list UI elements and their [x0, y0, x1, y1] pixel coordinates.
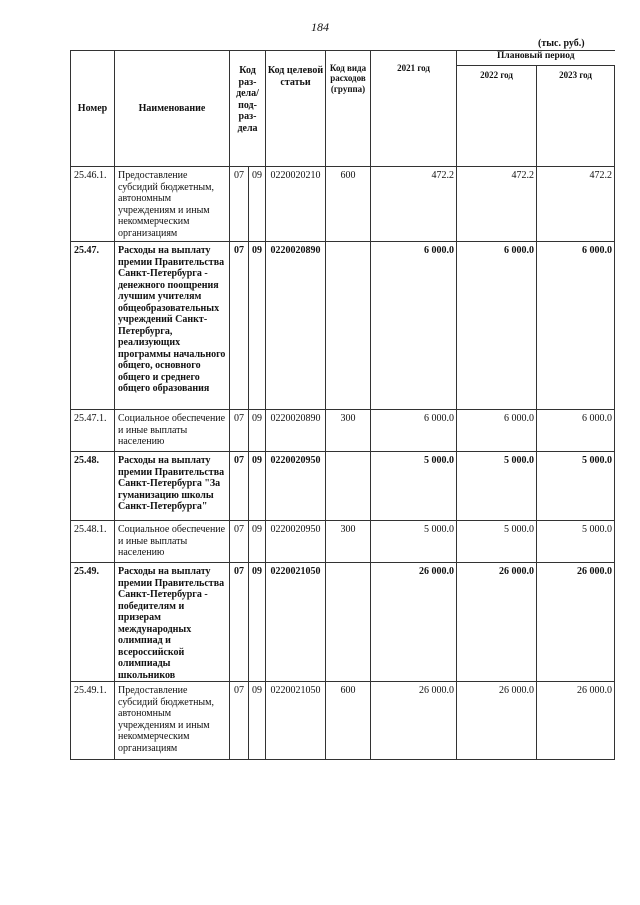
row-target-article: 0220021050	[266, 563, 326, 682]
row-section: 07	[230, 521, 249, 563]
row-expense-type: 300	[326, 410, 371, 452]
row-section: 07	[230, 682, 249, 760]
row-value-2023: 5 000.0	[537, 521, 615, 563]
row-value-2022: 6 000.0	[457, 242, 537, 410]
row-name: Предоставление субсидий бюджетным, автономным учреждениям и иным некоммерческим организациям	[115, 682, 230, 760]
table-row	[71, 167, 615, 242]
header-expense-type: Код вида расходов (группа)	[326, 51, 371, 167]
table-header	[71, 51, 615, 167]
row-value-2021: 26 000.0	[371, 563, 457, 682]
row-name: Предоставление субсидий бюджетным, автономным учреждениям и иным некоммерческим организациям	[115, 167, 230, 242]
row-expense-type	[326, 242, 371, 410]
row-value-2022: 26 000.0	[457, 682, 537, 760]
row-value-2023: 6 000.0	[537, 242, 615, 410]
row-section: 07	[230, 167, 249, 242]
row-name: Социальное обеспечение и иные выплаты населению	[115, 521, 230, 563]
row-section: 07	[230, 563, 249, 682]
row-number: 25.48.	[71, 452, 115, 521]
row-subsection: 09	[249, 521, 266, 563]
row-subsection: 09	[249, 452, 266, 521]
row-name: Социальное обеспечение и иные выплаты населению	[115, 410, 230, 452]
table-row	[71, 682, 615, 760]
row-value-2023: 6 000.0	[537, 410, 615, 452]
row-value-2023: 472.2	[537, 167, 615, 242]
row-value-2023: 26 000.0	[537, 682, 615, 760]
row-expense-type: 300	[326, 521, 371, 563]
row-value-2022: 5 000.0	[457, 521, 537, 563]
row-value-2021: 5 000.0	[371, 452, 457, 521]
row-target-article: 0220020950	[266, 452, 326, 521]
row-target-article: 0220020890	[266, 242, 326, 410]
header-number: Номер	[71, 51, 115, 167]
row-value-2021: 5 000.0	[371, 521, 457, 563]
row-value-2022: 472.2	[457, 167, 537, 242]
row-number: 25.49.1.	[71, 682, 115, 760]
header-year-2021: 2021 год	[371, 51, 457, 167]
row-subsection: 09	[249, 242, 266, 410]
header-plan-period: Плановый период	[457, 51, 615, 66]
row-number: 25.47.1.	[71, 410, 115, 452]
row-section: 07	[230, 242, 249, 410]
row-target-article: 0220020950	[266, 521, 326, 563]
row-subsection: 09	[249, 682, 266, 760]
row-section: 07	[230, 410, 249, 452]
row-value-2021: 26 000.0	[371, 682, 457, 760]
row-number: 25.48.1.	[71, 521, 115, 563]
row-number: 25.47.	[71, 242, 115, 410]
row-value-2021: 6 000.0	[371, 410, 457, 452]
row-value-2021: 472.2	[371, 167, 457, 242]
row-name: Расходы на выплату премии Правительства Санкт-Петербурга - победителям и призерам международных олимпиад и всероссийской олимпиады школьников	[115, 563, 230, 682]
row-value-2022: 5 000.0	[457, 452, 537, 521]
row-expense-type: 600	[326, 167, 371, 242]
row-target-article: 0220020890	[266, 410, 326, 452]
units-label: (тыс. руб.)	[538, 38, 585, 49]
table-body	[71, 167, 615, 761]
table-row	[71, 563, 615, 682]
row-expense-type: 600	[326, 682, 371, 760]
row-section: 07	[230, 452, 249, 521]
table-row	[71, 452, 615, 521]
row-expense-type	[326, 563, 371, 682]
row-value-2022: 6 000.0	[457, 410, 537, 452]
row-number: 25.46.1.	[71, 167, 115, 242]
row-subsection: 09	[249, 563, 266, 682]
row-target-article: 0220021050	[266, 682, 326, 760]
row-expense-type	[326, 452, 371, 521]
table-bottom-rule	[71, 760, 615, 761]
row-number: 25.49.	[71, 563, 115, 682]
row-value-2023: 5 000.0	[537, 452, 615, 521]
row-value-2022: 26 000.0	[457, 563, 537, 682]
table-row	[71, 242, 615, 410]
row-value-2023: 26 000.0	[537, 563, 615, 682]
budget-table	[70, 50, 615, 760]
header-target-article: Код целевой статьи	[266, 51, 326, 167]
table-row	[71, 521, 615, 563]
header-year-2022: 2022 год	[457, 66, 537, 167]
row-name: Расходы на выплату премии Правительства Санкт-Петербурга - денежного поощрения лучшим учителям общеобразовательных учреждений Санкт-Петербурга, реализующих программы начального общего, основного общего и среднего общего образования	[115, 242, 230, 410]
header-section: Код раз- дела/ под- раз- дела	[230, 51, 266, 167]
header-name: Наименование	[115, 51, 230, 167]
row-target-article: 0220020210	[266, 167, 326, 242]
row-subsection: 09	[249, 410, 266, 452]
page-number: 184	[311, 20, 329, 34]
header-year-2023: 2023 год	[537, 66, 615, 167]
row-subsection: 09	[249, 167, 266, 242]
row-value-2021: 6 000.0	[371, 242, 457, 410]
table-row	[71, 410, 615, 452]
row-name: Расходы на выплату премии Правительства Санкт-Петербурга "За гуманизацию школы Санкт-Петербурга"	[115, 452, 230, 521]
